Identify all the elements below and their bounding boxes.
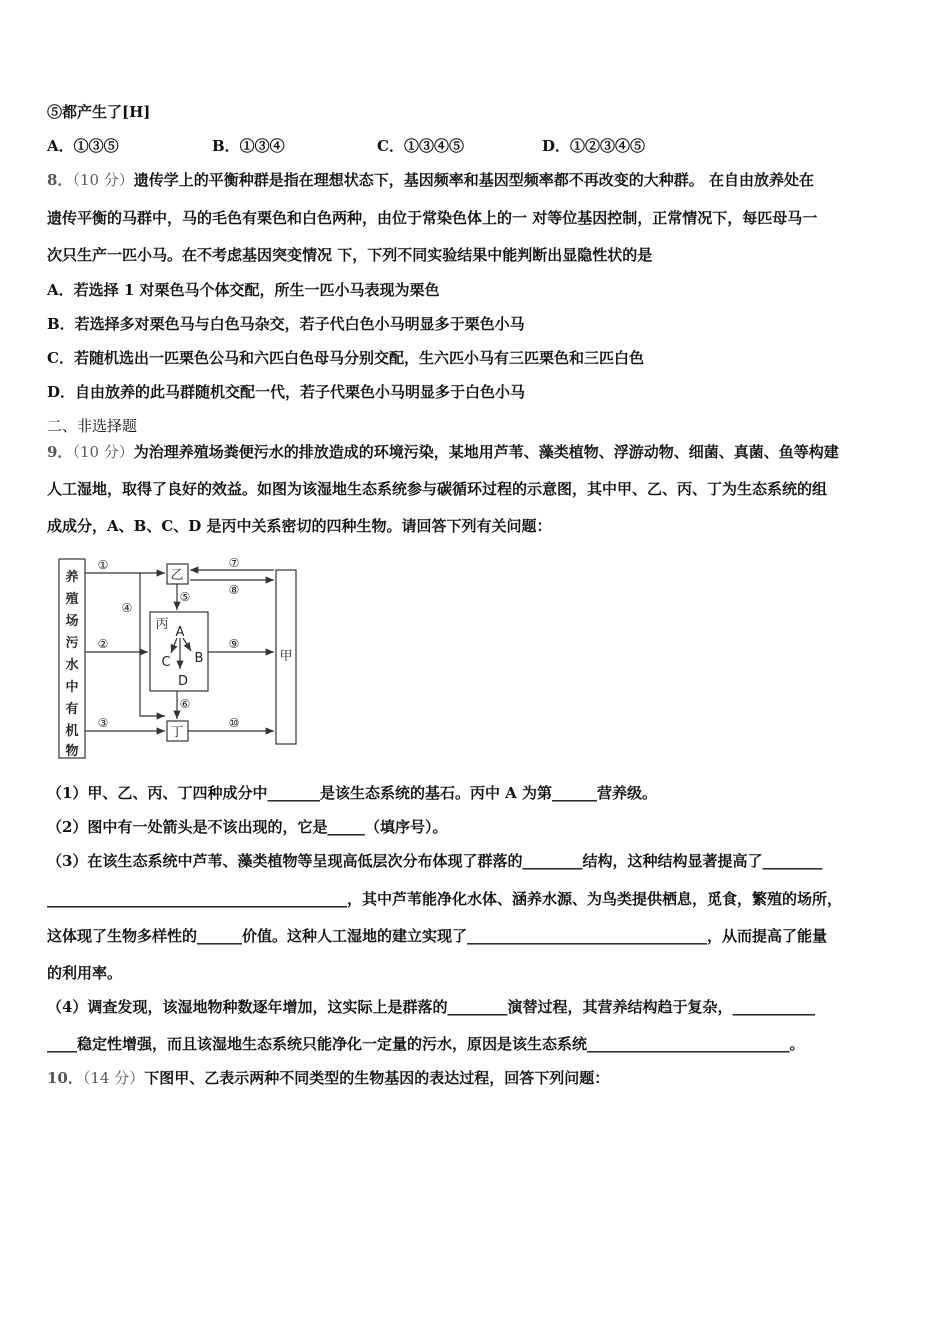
label-2: ② <box>97 637 109 651</box>
jia-label: 甲 <box>279 649 293 664</box>
source-char: 中 <box>65 680 79 695</box>
label-9: ⑨ <box>228 637 240 651</box>
organism-b: B <box>194 651 204 666</box>
label-4: ④ <box>121 601 133 615</box>
source-char: 养 <box>65 570 79 585</box>
carbon-cycle-diagram <box>58 556 308 761</box>
q8-text-1: 遗传学上的平衡种群是指在理想状态下，基因频率和基因型频率都不再改变的大种群。 在自由放养处在 <box>133 171 815 189</box>
q9-sub4-line2: ____稳定性增强，而且该湿地生态系统只能净化一定量的污水，原因是该生态系统___________________________。 <box>47 1035 805 1053</box>
q7-last-statement: ⑤都产生了[H] <box>47 103 151 121</box>
q7-option-d[interactable]: D．①②③④⑤ <box>542 137 646 155</box>
arrow-4 <box>140 573 165 716</box>
label-5: ⑤ <box>179 590 191 604</box>
label-10: ⑩ <box>228 716 240 730</box>
q9-sub3-line2: ________________________________________，其中芦苇能净化水体、涵养水源、为鸟类提供栖息，觅食，繁殖的场所， <box>47 890 843 908</box>
q9-stem-line3: 成成分，A、B、C、D 是丙中关系密切的四种生物。请回答下列有关问题： <box>47 517 552 535</box>
q9-sub3-line1: （3）在该生态系统中芦苇、藻类植物等呈现高低层次分布体现了群落的________结构，这种结构显著提高了________ <box>47 852 823 870</box>
q9-stem-line2: 人工湿地，取得了良好的效益。如图为该湿地生态系统参与碳循环过程的示意图，其中甲、乙、丙、丁为生态系统的组 <box>47 480 828 498</box>
arrow-a-c <box>171 638 177 653</box>
organism-c: C <box>161 655 171 670</box>
label-6: ⑥ <box>179 697 191 711</box>
q10-text: 下图甲、乙表示两种不同类型的生物基因的表达过程，回答下列问题： <box>144 1069 610 1087</box>
q8-option-b[interactable]: B．若选择多对栗色马与白色马杂交，若子代白色小马明显多于栗色小马 <box>47 315 525 333</box>
label-7: ⑦ <box>228 556 240 570</box>
q8-number: 8． <box>47 171 73 189</box>
section-title: 二、非选择题 <box>47 417 138 435</box>
q10-stem <box>47 1068 609 1088</box>
q7-option-a[interactable]: A．①③⑤ <box>47 137 119 155</box>
label-8: ⑧ <box>228 583 240 597</box>
q9-sub3-line3: 这体现了生物多样性的______价值。这种人工湿地的建立实现了________________________________，从而提高了能量 <box>47 927 828 945</box>
q8-score: （10 分） <box>72 171 134 189</box>
q9-text-1: 为治理养殖场粪便污水的排放造成的环境污染，某地用芦苇、藻类植物、浮游动物、细菌、真菌、鱼等构建 <box>133 443 839 461</box>
bing-label: 丙 <box>155 617 169 632</box>
q9-stem-line1 <box>47 442 839 462</box>
q8-option-c[interactable]: C．若随机选出一匹栗色公马和六匹白色母马分别交配，生六匹小马有三匹栗色和三匹白色 <box>47 349 644 367</box>
q9-sub4-line1: （4）调查发现，该湿地物种数逐年增加，这实际上是群落的________演替过程，其营养结构趋于复杂，___________ <box>47 998 815 1016</box>
q7-option-b[interactable]: B．①③④ <box>212 137 285 155</box>
q8-option-d[interactable]: D．自由放养的此马群随机交配一代，若子代栗色小马明显多于白色小马 <box>47 383 526 401</box>
q8-stem-line3: 次只生产一匹小马。在不考虑基因突变情况 下，下列不同实验结果中能判断出显隐性状的是 <box>47 246 653 264</box>
q9-sub2: （2）图中有一处箭头是不该出现的，它是_____（填序号）。 <box>47 818 448 836</box>
q9-sub3-line4: 的利用率。 <box>47 964 123 982</box>
source-char: 殖 <box>65 592 79 607</box>
q7-option-c[interactable]: C．①③④⑤ <box>377 137 464 155</box>
source-char: 场 <box>65 614 79 629</box>
q9-number: 9． <box>47 443 73 461</box>
source-char: 污 <box>65 636 79 651</box>
q8-stem-line1 <box>47 170 814 190</box>
q9-sub1: （1）甲、乙、丙、丁四种成分中_______是该生态系统的基石。丙中 A 为第______营养级。 <box>47 784 658 802</box>
ding-label: 丁 <box>170 725 184 740</box>
q9-score: （10 分） <box>72 443 134 461</box>
organism-d: D <box>177 674 189 689</box>
q10-score: （14 分） <box>82 1069 145 1087</box>
yi-label: 乙 <box>170 568 184 583</box>
source-char: 物 <box>65 744 79 759</box>
q8-stem-line2: 遗传平衡的马群中，马的毛色有栗色和白色两种，由位于常染色体上的一 对等位基因控制，正常情况下，每匹母马一 <box>47 209 818 227</box>
organism-a: A <box>175 625 185 640</box>
source-char: 机 <box>65 724 79 739</box>
source-char: 有 <box>65 702 79 717</box>
q10-number: 10． <box>47 1069 83 1087</box>
label-3: ③ <box>97 716 109 730</box>
q8-option-a[interactable]: A．若选择 1 对栗色马个体交配，所生一匹小马表现为栗色 <box>47 281 440 299</box>
label-1: ① <box>97 558 109 572</box>
source-char: 水 <box>65 658 79 673</box>
